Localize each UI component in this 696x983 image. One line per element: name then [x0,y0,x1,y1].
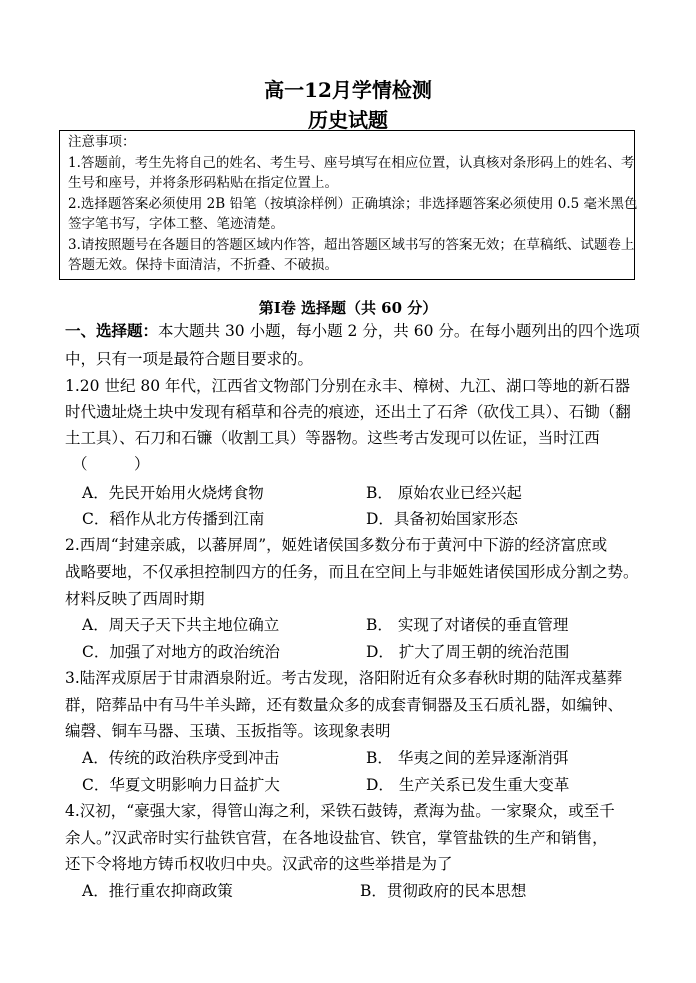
answer-blank: （ ） [72,455,150,473]
question-3-option-b: B． 华夷之间的差异逐渐消弭 [366,749,569,767]
section-instruction [65,319,640,343]
question-3-option-c: C．华夏文明影响力日益扩大 [82,776,280,794]
section-heading: 第Ⅰ卷 选择题（共 60 分） [258,299,438,317]
question-2-option-b: B． 实现了对诸侯的垂直管理 [366,616,569,634]
notice-heading: 注意事项： [68,134,136,150]
question-3-option-d: D． 生产关系已发生重大变革 [366,776,570,794]
exam-subtitle: 历史试题 [308,108,388,132]
question-2-text: 材料反映了西周时期 [65,590,205,608]
notice-line: 签字笔书写，字体工整、笔迹清楚。 [68,216,284,232]
notice-line: 生号和座号，并将条形码粘贴在指定位置上。 [68,175,338,191]
question-1-option-c: C．稻作从北方传播到江南 [82,510,265,528]
question-2-option-d: D． 扩大了周王朝的统治范围 [366,643,570,661]
notice-line: 3.请按照题号在各题目的答题区域内作答，超出答题区域书写的答案无效；在草稿纸、试题卷上 [68,237,635,253]
question-1-option-d: D．具备初始国家形态 [366,510,518,528]
notice-line: 1.答题前，考生先将自己的姓名、考生号、座号填写在相应位置，认真核对条形码上的姓名、考 [68,155,635,171]
question-1-option-b: B． 原始农业已经兴起 [366,484,522,502]
question-2-option-a: A．周天子天下共主地位确立 [82,616,280,634]
instruction-text: 本大题共 30 小题，每小题 2 分，共 60 分。在每小题列出的四个选项 [158,322,640,340]
question-2-text: 2.西周“封建亲戚，以蕃屏周”，姬姓诸侯国多数分布于黄河中下游的经济富庶或 [65,536,608,554]
notice-box [59,130,638,280]
notice-line: 答题无效。保持卡面清洁，不折叠、不破损。 [68,257,338,273]
question-3-option-a: A．传统的政治秩序受到冲击 [82,749,280,767]
question-2-text: 战略要地，不仅承担控制四方的任务，而且在空间上与非姬姓诸侯国形成分割之势。 [65,563,639,581]
question-1-text: 1.20 世纪 80 年代，江西省文物部门分别在永丰、樟树、九江、湖口等地的新石器 [65,377,631,395]
question-2-option-c: C．加强了对地方的政治统治 [82,643,280,661]
question-4-text: 还下令将地方铸币权收归中央。汉武帝的这些举措是为了 [65,855,453,873]
question-4-option-b: B．贯彻政府的民本思想 [360,882,527,900]
question-4-option-a: A．推行重农抑商政策 [82,882,233,900]
question-4-text: 4.汉初，“豪强大家，得管山海之利，采铁石鼓铸，煮海为盐。一家聚众，或至千 [65,802,615,820]
question-3-text: 群，陪葬品中有马牛羊头蹄，还有数量众多的成套青铜器及玉石质礼器，如编钟、 [65,696,624,714]
question-3-text: 3.陆浑戎原居于甘肃酒泉附近。考古发现，洛阳附近有众多春秋时期的陆浑戎墓葬 [65,669,623,687]
question-4-text: 余人。”汉武帝时实行盐铁官营，在各地设盐官、铁官，掌管盐铁的生产和销售， [65,829,608,847]
instruction-label: 一、选择题： [65,321,159,340]
notice-line: 2.选择题答案必须使用 2B 铅笔（按填涂样例）正确填涂；非选择题答案必须使用 0.5 毫米黑色 [68,196,638,212]
question-1-text: 土工具）、石刀和石镰（收割工具）等器物。这些考古发现可以佐证，当时江西 [65,429,600,447]
exam-title: 高一12月学情检测 [264,78,432,102]
section-instruction-cont: 中，只有一项是最符合题目要求的。 [65,350,314,368]
question-1-text: 时代遗址烧土块中发现有稻草和谷壳的痕迹，还出土了石斧（砍伐工具）、石锄（翻 [65,403,631,421]
question-3-text: 编磬、铜车马器、玉璜、玉扳指等。该现象表明 [65,722,391,740]
question-1-option-a: A．先民开始用火烧烤食物 [82,484,264,502]
